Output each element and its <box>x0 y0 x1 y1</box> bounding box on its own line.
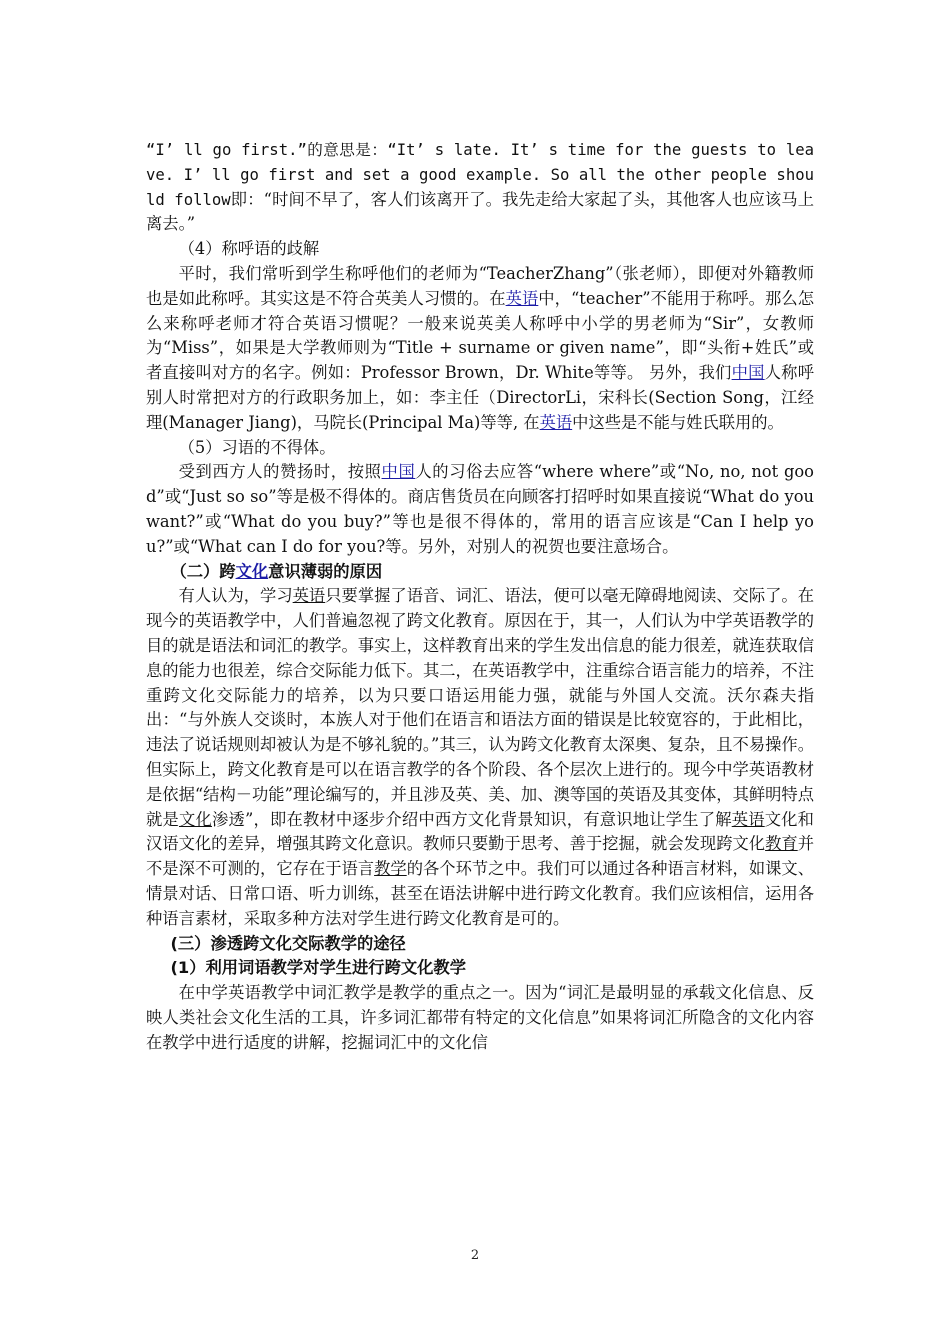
paragraph-text: 人的习俗去应答“where where”或“No, no, not good”或“Just so so”等是极不得体的。商店售货员在向顾客打招呼时如果直接说“What do you want?”或“What do you buy?”等也是很不得体的，常用的语言应该是“Can I help you?”或“What can I do for you?等。另外，对别人的祝贺也要注意场合。 <box>146 462 820 556</box>
underlined-term: 教学 <box>374 859 407 879</box>
paragraph-text: “I’ ll go first.”的意思是：“It’ s late. It’ s time for the guests to leave. I’ ll go first and set a good example. So all the other people should follow <box>146 141 814 209</box>
underlined-term: 英语 <box>731 809 765 829</box>
paragraph-reasons <box>146 584 814 931</box>
paragraph-text: 渗透”，即在教材中逐步介绍中西方文化背景知识，有意识地让学生了解 <box>211 809 732 829</box>
page-number: 2 <box>470 1248 480 1263</box>
link-english[interactable]: 英语 <box>505 288 539 308</box>
paragraph-text: 的各个环节之中。我们可以通过各种语言材料，如课文、情景对话、日常口语、听力训练，甚至在语法讲解中进行跨文化教育。我们应该相信，运用各种语言素材，采取多种方法对学生进行跨文化教育是可的。 <box>146 859 814 928</box>
paragraph-text: 平时，我们常听到学生称呼他们的老师为“TeacherZhang”（张老师），即便对外籍教师也是如此称呼。其实这是不符合英美人习惯的。在 <box>146 263 814 308</box>
paragraph-text: 中，“teacher”不能用于称呼。那么怎么来称呼老师才符合英语习惯呢？一般来说英美人称呼中小学的男老师为“Sir”，女教师为“Miss”，如果是大学教师则为“Title + surname or given name”，即“头衔+姓氏”或者直接叫对方的名字。例如：Professor Brown，Dr. White等等。 另外，我们 <box>146 288 814 383</box>
paragraph-address-terms <box>146 262 814 436</box>
section-heading-three: (三）渗透跨文化交际教学的途径 <box>170 933 406 953</box>
heading-text: （二）跨 <box>170 561 236 581</box>
heading-text: 意识薄弱的原因 <box>268 561 383 581</box>
paragraph-text: 有人认为，学习 <box>178 586 293 606</box>
subheading-4: （4）称呼语的歧解 <box>178 239 320 259</box>
link-china[interactable]: 中国 <box>381 462 416 482</box>
link-china[interactable]: 中国 <box>731 363 765 383</box>
paragraph-text: 即：“时间不早了，客人们该离开了。我先走给大家起了头，其他客人也应该马上离去。” <box>146 189 814 234</box>
link-culture[interactable]: 文化 <box>235 561 269 581</box>
document-body <box>146 138 820 1055</box>
paragraph-intro <box>146 138 814 237</box>
section-heading-two <box>146 560 814 585</box>
paragraph-text: 受到西方人的赞扬时，按照 <box>178 462 382 482</box>
link-english[interactable]: 英语 <box>539 412 573 432</box>
underlined-term: 文化 <box>178 809 212 829</box>
paragraph-text: 人称呼别人时常把对方的行政职务加上，如：李主任（DirectorLi，宋科长(Section Song，江经理(Manager Jiang)，马院长(Principal Ma)等等, 在 <box>146 363 814 432</box>
underlined-term: 英语 <box>292 586 326 606</box>
subheading-three-1: (1）利用词语教学对学生进行跨文化教学 <box>170 958 466 978</box>
paragraph-vocabulary: 在中学英语教学中词汇教学是教学的重点之一。因为“词汇是最明显的承载文化信息、反映人类社会文化生活的工具，许多词汇都带有特定的文化信息”如果将词汇所隐含的文化内容在教学中进行适度的讲解，挖掘词汇中的文化信 <box>146 983 814 1052</box>
paragraph-text: 只要掌握了语音、词汇、语法，便可以毫无障碍地阅读、交际了。在现今的英语教学中，人们普遍忽视了跨文化教育。原因在于，其一，人们认为中学英语教学的目的就是语法和词汇的教学。事实上，这样教育出来的学生发出信息的能力很差，就连获取信息的能力也很差，综合交际能力低下。其二，在英语教学中，注重综合语言能力的培养，不注重跨文化交际能力的培养，以为只要口语运用能力强，就能与外国人交流。沃尔森夫指出：“与外族人交谈时，本族人对于他们在语言和语法方面的错误是比较宽容的，于此相比，违法了说话规则却被认为是不够礼貌的。”其三，认为跨文化教育太深奥、复杂，且不易操作。但实际上，跨文化教育是可以在语言教学的各个阶段、各个层次上进行的。现今中学英语教材是依据“结构－功能”理论编写的，并且涉及英、美、加、澳等国的英语及其变体，其鲜明特点就是 <box>146 586 814 829</box>
subheading-5: （5）习语的不得体。 <box>178 437 336 457</box>
paragraph-text: 并不是深不可测的，它存在于语言 <box>146 834 814 879</box>
paragraph-text: 文化和汉语文化的差异，增强其跨文化意识。教师只要勤于思考、善于挖掘，就会发现跨文化 <box>146 809 814 854</box>
paragraph-text: 中这些是不能与姓氏联用的。 <box>572 412 784 432</box>
paragraph-idioms <box>146 460 820 559</box>
underlined-term: 教育 <box>765 834 798 854</box>
